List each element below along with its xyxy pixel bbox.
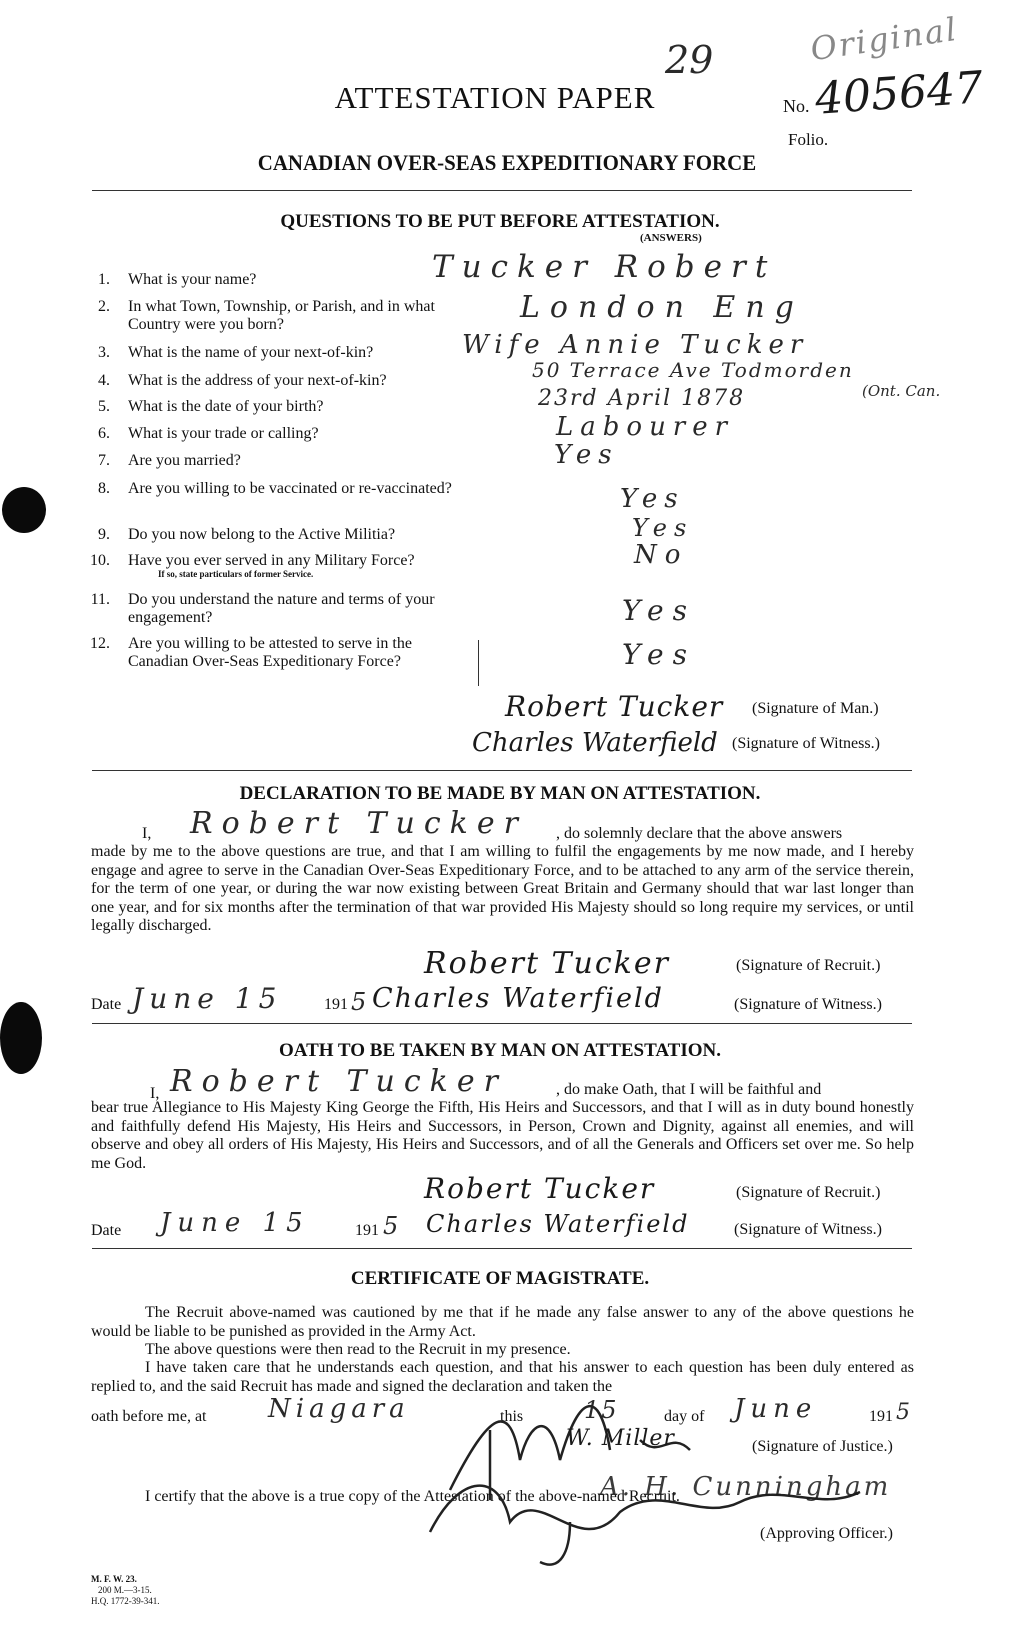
oath-first-line-tail: , do make Oath, that I will be faithful and — [556, 1081, 822, 1098]
document-subtitle: CANADIAN OVER-SEAS EXPEDITIONARY FORCE — [257, 150, 757, 175]
signature-of-man-label: (Signature of Man.) — [752, 700, 879, 717]
answer-value: Wife Annie Tucker — [462, 330, 809, 360]
question-text: What is the date of your birth? — [128, 398, 324, 415]
question-number: 6. — [98, 425, 110, 442]
certificate-paragraph-1: The Recruit above-named was cautioned by me that if he made any false answer to any of the above questions he would be liable to be punished as provided in the Army Act. — [91, 1304, 914, 1340]
oath-body: bear true Allegiance to His Majesty King George the Fifth, His Heirs and Successors, and that I will as in duty bound honestly and faithfully defend His Majesty, His Heirs and Successors, in Person, Crown and Dignity, against all enemies, and will observe and obey all orders of His Majesty, His Heirs and Successors, and of all the Generals and Officers set over me. So help me God. — [91, 1099, 914, 1172]
certificate-year-prefix: 191 — [869, 1408, 893, 1425]
oath-year-suffix: 5 — [383, 1212, 399, 1240]
answer-value: London Eng — [520, 290, 804, 325]
question-number: 3. — [98, 344, 110, 361]
signature-of-witness-label: (Signature of Witness.) — [734, 1221, 882, 1238]
signature-of-witness-label: (Signature of Witness.) — [732, 735, 880, 752]
section-divider — [92, 1023, 912, 1024]
attestation-place: Niagara — [268, 1394, 410, 1424]
answer-value: Yes — [554, 440, 619, 470]
declaration-heading: DECLARATION TO BE MADE BY MAN ON ATTESTATION. — [239, 783, 761, 804]
question-text: Are you willing to be vaccinated or re-vaccinated? — [128, 480, 452, 497]
oath-date-value: June 15 — [160, 1208, 310, 1238]
justice-signature: W. Miller — [566, 1426, 675, 1451]
original-mark: Original — [808, 9, 961, 69]
declaration-first-line-tail: , do solemnly declare that the above answers — [556, 825, 843, 842]
answer-value: Yes — [620, 484, 685, 514]
certificate-paragraph-3: I have taken care that he understands each question, and that his answer to each question has been duly entered as replied to, and the said Recruit has made and signed the declaration and taken the — [91, 1359, 914, 1395]
day-value: 15 — [584, 1396, 619, 1424]
oath-before-me-label: oath before me, at — [91, 1408, 207, 1425]
punch-hole-top — [2, 487, 46, 533]
page-number-mark: 29 — [665, 38, 714, 82]
declaration-name: Robert Tucker — [190, 806, 527, 841]
question-text: Are you willing to be attested to serve in the Canadian Over-Seas Expeditionary Force? — [128, 635, 412, 670]
question-number: 12. — [90, 635, 110, 652]
form-reference-3: H.Q. 1772-39-341. — [91, 1596, 160, 1606]
question-number: 8. — [98, 480, 110, 497]
oath-i-label: I, — [150, 1085, 160, 1102]
form-reference-1: M. F. W. 23. — [91, 1574, 137, 1584]
question-number: 2. — [98, 298, 110, 315]
declaration-recruit-signature: Robert Tucker — [424, 946, 670, 981]
bracket-line — [478, 640, 479, 686]
question-number: 10. — [90, 552, 110, 569]
approving-officer-label: (Approving Officer.) — [760, 1525, 893, 1542]
question-number: 4. — [98, 372, 110, 389]
month-value: June — [734, 1394, 818, 1424]
declaration-date-label: Date — [91, 996, 122, 1013]
question-text: Have you ever served in any Military Force? — [128, 552, 415, 569]
question-number: 1. — [98, 271, 110, 288]
question-text: What is your name? — [128, 271, 257, 288]
declaration-body: made by me to the above questions are true, and that I am willing to fulfil the engagements by me now made, and I hereby engage and agree to serve in the Canadian Over-Seas Expeditionary Force, and to be attached to any arm of the service therein, for the term of one year, or during the war now existing between Great Britain and Germany should that war last longer than one year, and for six months after the termination of that war provided His Majesty should so long require my services, or until legally discharged. — [91, 843, 914, 935]
witness-signature: Charles Waterfield — [472, 728, 718, 758]
answer-value-continuation: (Ont. Can. — [862, 382, 941, 400]
punch-hole-bottom — [0, 1002, 42, 1074]
signature-of-recruit-label: (Signature of Recruit.) — [736, 1184, 881, 1201]
section-divider — [92, 1248, 912, 1249]
questions-heading: QUESTIONS TO BE PUT BEFORE ATTESTATION. — [280, 211, 720, 232]
oath-witness-signature: Charles Waterfield — [426, 1210, 690, 1238]
oath-recruit-signature: Robert Tucker — [424, 1172, 656, 1205]
question-text: What is the name of your next-of-kin? — [128, 344, 374, 361]
true-copy-certification: I certify that the above is a true copy of the Attestation of the above-named Recruit. — [145, 1488, 680, 1505]
question-note: If so, state particulars of former Service. — [158, 569, 314, 579]
answers-label: (ANSWERS) — [640, 232, 702, 244]
number-label: No. — [783, 96, 810, 116]
answer-value: 50 Terrace Ave Todmorden — [532, 358, 854, 382]
signature-of-witness-label: (Signature of Witness.) — [734, 996, 882, 1013]
question-text: Are you married? — [128, 452, 241, 469]
declaration-witness-signature: Charles Waterfield — [372, 983, 664, 1014]
answer-value: Labourer — [556, 412, 735, 442]
day-of-label: day of — [664, 1408, 705, 1425]
header-divider — [92, 190, 912, 191]
question-text: Do you now belong to the Active Militia? — [128, 526, 396, 543]
question-number: 7. — [98, 452, 110, 469]
question-text: What is the address of your next-of-kin? — [128, 372, 387, 389]
regimental-number: 405647 — [813, 62, 985, 125]
answer-value: Yes — [632, 514, 694, 542]
certificate-paragraph-2: The above questions were then read to the Recruit in my presence. — [145, 1341, 571, 1358]
question-number: 9. — [98, 526, 110, 543]
oath-heading: OATH TO BE TAKEN BY MAN ON ATTESTATION. — [278, 1040, 722, 1061]
declaration-date-value: June 15 — [132, 982, 283, 1015]
certificate-heading: CERTIFICATE OF MAGISTRATE. — [350, 1268, 650, 1289]
oath-year-prefix: 191 — [355, 1222, 379, 1239]
document-title: ATTESTATION PAPER — [334, 80, 656, 115]
declaration-i-label: I, — [142, 825, 152, 842]
man-signature: Robert Tucker — [505, 690, 724, 723]
certificate-year-suffix: 5 — [896, 1400, 910, 1425]
this-label: this — [500, 1408, 524, 1425]
question-text: In what Town, Township, or Parish, and in what Country were you born? — [128, 298, 435, 333]
folio-label: Folio. — [788, 130, 829, 149]
question-text: Do you understand the nature and terms of your engagement? — [128, 591, 435, 626]
section-divider — [92, 770, 912, 771]
declaration-year-suffix: 5 — [351, 988, 367, 1016]
oath-date-label: Date — [91, 1222, 122, 1239]
question-text: What is your trade or calling? — [128, 425, 319, 442]
answer-value: Yes — [622, 594, 696, 627]
question-number: 11. — [90, 591, 110, 608]
declaration-year-prefix: 191 — [324, 996, 348, 1013]
oath-name: Robert Tucker — [170, 1064, 507, 1099]
approving-officer-signature: A. H. Cunningham — [600, 1472, 892, 1502]
answer-value: No — [634, 540, 689, 570]
signature-of-recruit-label: (Signature of Recruit.) — [736, 957, 881, 974]
signature-of-justice-label: (Signature of Justice.) — [752, 1438, 893, 1455]
form-reference-2: 200 M.—3-15. — [98, 1585, 152, 1595]
answer-value: Yes — [622, 638, 696, 671]
question-number: 5. — [98, 398, 110, 415]
answer-value: Tucker Robert — [432, 249, 777, 285]
answer-value: 23rd April 1878 — [538, 386, 746, 411]
